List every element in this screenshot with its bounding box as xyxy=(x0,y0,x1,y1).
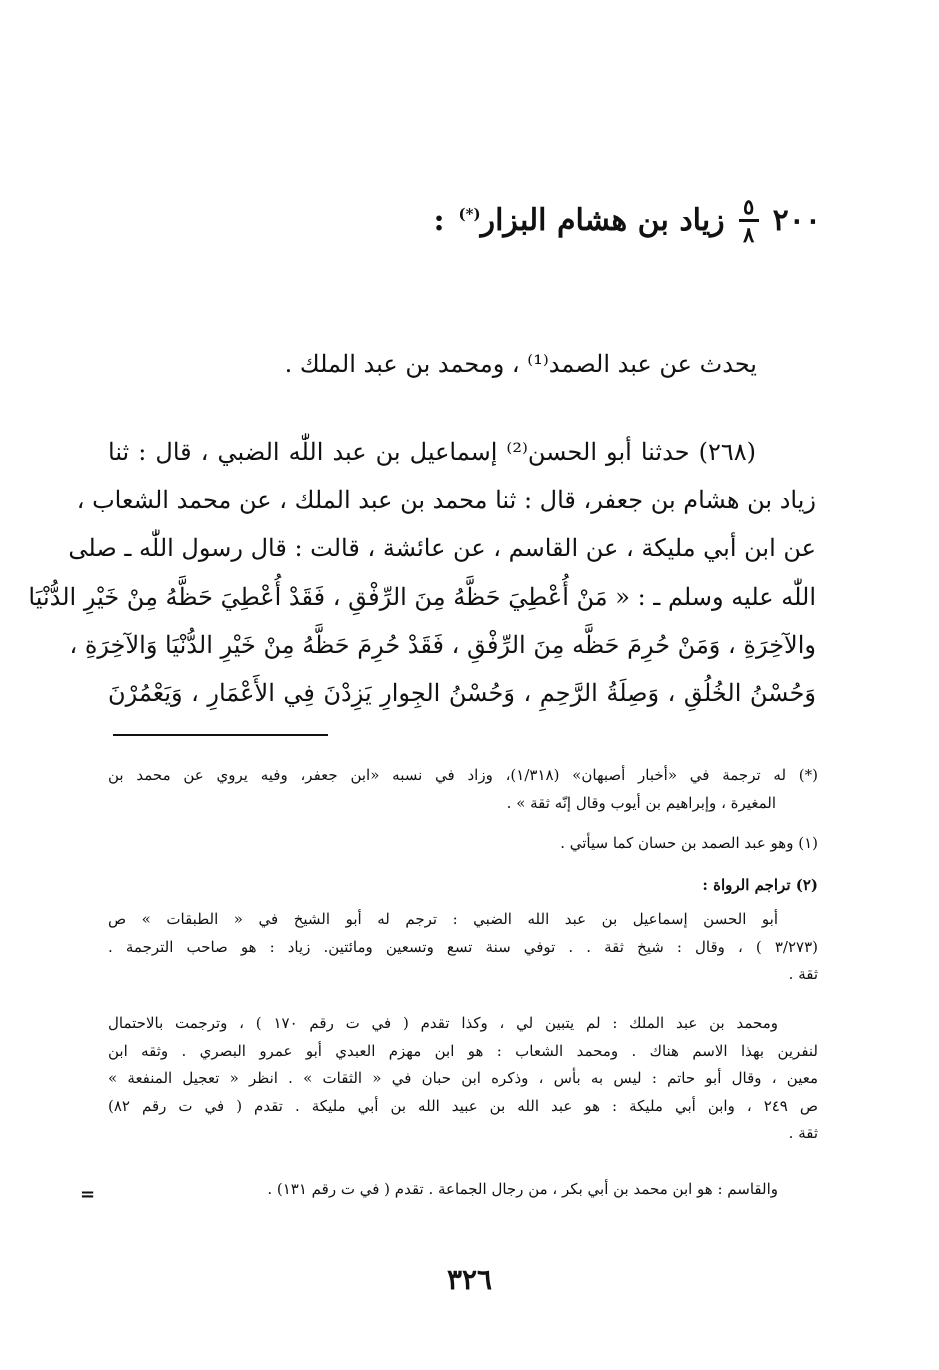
entry-name xyxy=(459,203,725,238)
entry-name-text: زياد بن هشام البزار xyxy=(480,203,725,238)
footnote-line: ثقة . xyxy=(788,1124,818,1142)
entry-number: ٢٠٠ xyxy=(772,203,821,238)
intro-line: يحدث عن عبد الصمد⁽¹⁾ ، ومحمد بن عبد الملك . xyxy=(284,350,757,378)
entry-colon: : xyxy=(433,203,445,238)
page-number: ٣٢٦ xyxy=(446,1263,493,1296)
footnote-line: (١) وهو عبد الصمد بن حسان كما سيأتي . xyxy=(560,834,818,852)
footnote-2-block-2 xyxy=(108,1010,818,1148)
hadith-line: (٢٦٨) حدثنا أبو الحسن⁽²⁾ إسماعيل بن عبد اللّٰه الضبي ، قال : ثنا xyxy=(108,438,756,466)
footnote-line: لنفرين بهذا الاسم هناك . ومحمد الشعاب : هو ابن مهزم العبدي أبو عمرو البصري . وثقه ابن xyxy=(108,1041,818,1060)
fraction-bottom: ٨ xyxy=(743,222,755,247)
entry-heading xyxy=(433,196,821,245)
footnote-line: ومحمد بن عبد الملك : لم يتبين لي ، وكذا تقدم ( في ت رقم ١٧٠ ) ، وترجمت بالاحتمال xyxy=(108,1014,778,1032)
footnote-line: أبو الحسن إسماعيل بن عبد الله الضبي : ترجم له أبو الشيخ في « الطبقات » ص xyxy=(108,910,778,928)
footnote-line: ثقة . xyxy=(788,965,818,983)
continuation-mark: = xyxy=(80,1184,96,1205)
footnote-line: (٣/٢٧٣ ) ، وقال : شيخ ثقة . . توفي سنة تسع وتسعين ومائتين. زياد : هو صاحب الترجمة . xyxy=(108,937,818,956)
footnote-line: والقاسم : هو ابن محمد بن أبي بكر ، من رجال الجماعة . تقدم ( في ت رقم ١٣١) . xyxy=(267,1180,778,1198)
footnote-1 xyxy=(108,830,818,858)
hadith-line: اللّٰه عليه وسلم ـ : « مَنْ أُعْطِيَ حَظَّهُ مِنَ الرِّفْقِ ، فَقَدْ أُعْطِيَ حَظَّهُ مِنْ خَيْرِ الدُّنْيَا xyxy=(28,582,816,611)
footnote-star xyxy=(108,762,818,817)
footnote-line: (٢) تراجم الرواة : xyxy=(702,876,818,894)
entry-footnote-mark: (*) xyxy=(458,205,481,223)
footnote-separator xyxy=(113,734,328,736)
footnote-2-block-3 xyxy=(108,1176,818,1204)
fraction-top: ٥ xyxy=(743,194,755,219)
footnote-2-title xyxy=(108,872,818,900)
hadith-line: زياد بن هشام بن جعفر، قال : ثنا محمد بن عبد الملك ، عن محمد الشعاب ، xyxy=(76,486,816,515)
entry-fraction xyxy=(739,196,759,245)
footnote-line: ص ٢٤٩ ، وابن أبي مليكة : هو عبد الله بن عبيد الله بن أبي مليكة . تقدم ( في ت رقم ٨٢) xyxy=(108,1096,818,1115)
hadith-line: عن ابن أبي مليكة ، عن القاسم ، عن عائشة ، قالت : قال رسول اللّٰه ـ صلى xyxy=(68,534,816,563)
footnote-2-block-1 xyxy=(108,906,818,989)
footnote-line: المغيرة ، وإبراهيم بن أيوب وقال إنّه ثقة » . xyxy=(506,793,776,812)
hadith-line: وَحُسْنُ الخُلُقِ ، وَصِلَةُ الرَّحِمِ ، وَحُسْنُ الجِوارِ يَزِدْنَ فِي الأَعْمَارِ ، وَيَعْمُرْنَ xyxy=(108,678,816,707)
footnote-line: معين ، وقال أبو حاتم : ليس به بأس ، وذكره ابن حبان في « الثقات » . انظر « تعجيل المنفعة » xyxy=(108,1069,818,1087)
footnote-line: (*) له ترجمة في «أخبار أصبهان» (١/٣١٨)، وزاد في نسبه «ابن جعفر، وفيه يروي عن محمد بن xyxy=(108,766,818,784)
hadith-line: والآخِرَةِ ، وَمَنْ حُرِمَ حَظَّه مِنَ الرِّفْقِ ، فَقَدْ حُرِمَ حَظَّهُ مِنْ خَيْرِ الدُّنْيَا وَالآخِرَةِ ، xyxy=(69,630,816,659)
hadith-text xyxy=(28,428,816,717)
